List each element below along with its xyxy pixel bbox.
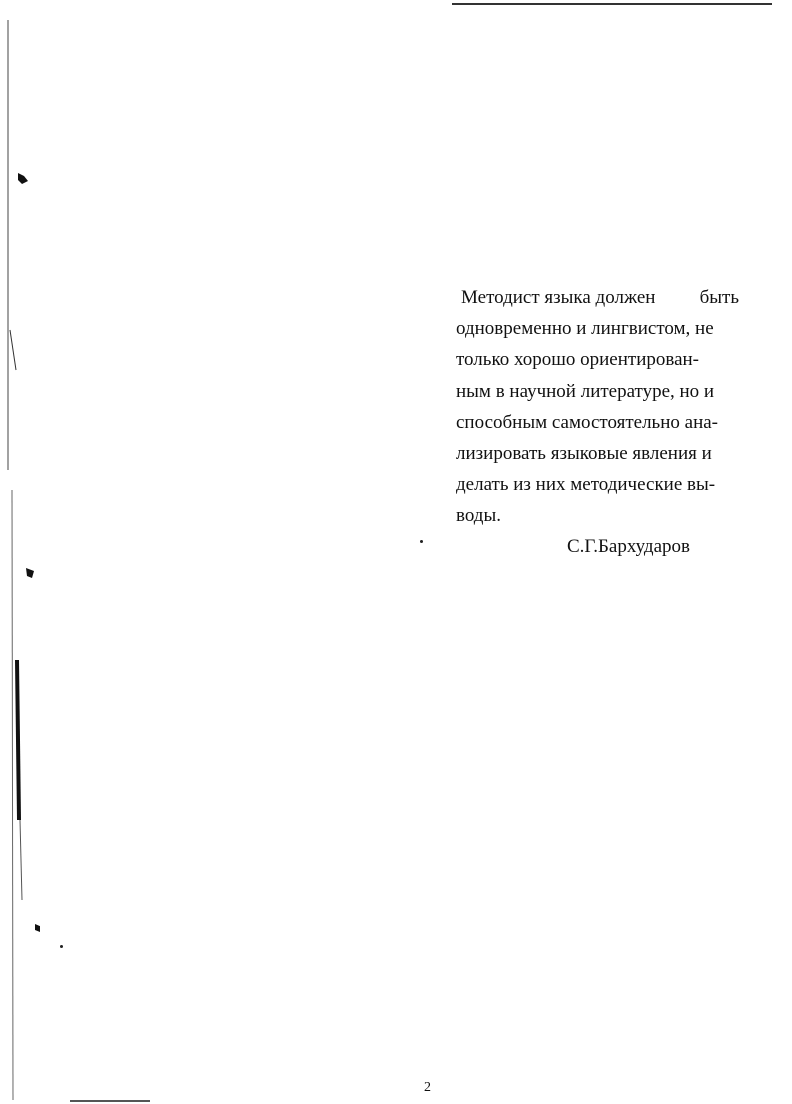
epigraph-line-5: способным самостоятельно ана-: [456, 411, 719, 433]
epigraph-line-1-start: Методист языка должен: [461, 287, 656, 308]
epigraph-line-4: ным в научной литературе, но и: [456, 380, 715, 402]
epigraph-line-1: [456, 282, 739, 313]
scan-edge-artifact: [0, 0, 40, 1104]
epigraph-line-8: воды.: [456, 505, 501, 527]
epigraph-line-3: только хорошо ориентирован-: [456, 349, 700, 371]
epigraph-author: С.Г.Бархударов: [567, 536, 691, 557]
scan-speck: [420, 540, 423, 543]
epigraph-line-7: делать из них методические вы-: [456, 474, 716, 496]
top-edge-line: [452, 3, 772, 5]
bottom-edge-line: [70, 1100, 150, 1102]
scan-speck: [60, 945, 63, 948]
epigraph-line-6: лизировать языковые явления и: [456, 443, 712, 465]
epigraph-line-2: одновременно и лингвистом, не: [456, 318, 714, 340]
epigraph-line-1-end: быть: [699, 287, 739, 308]
epigraph: [456, 282, 740, 532]
page-number: 2: [424, 1080, 431, 1095]
